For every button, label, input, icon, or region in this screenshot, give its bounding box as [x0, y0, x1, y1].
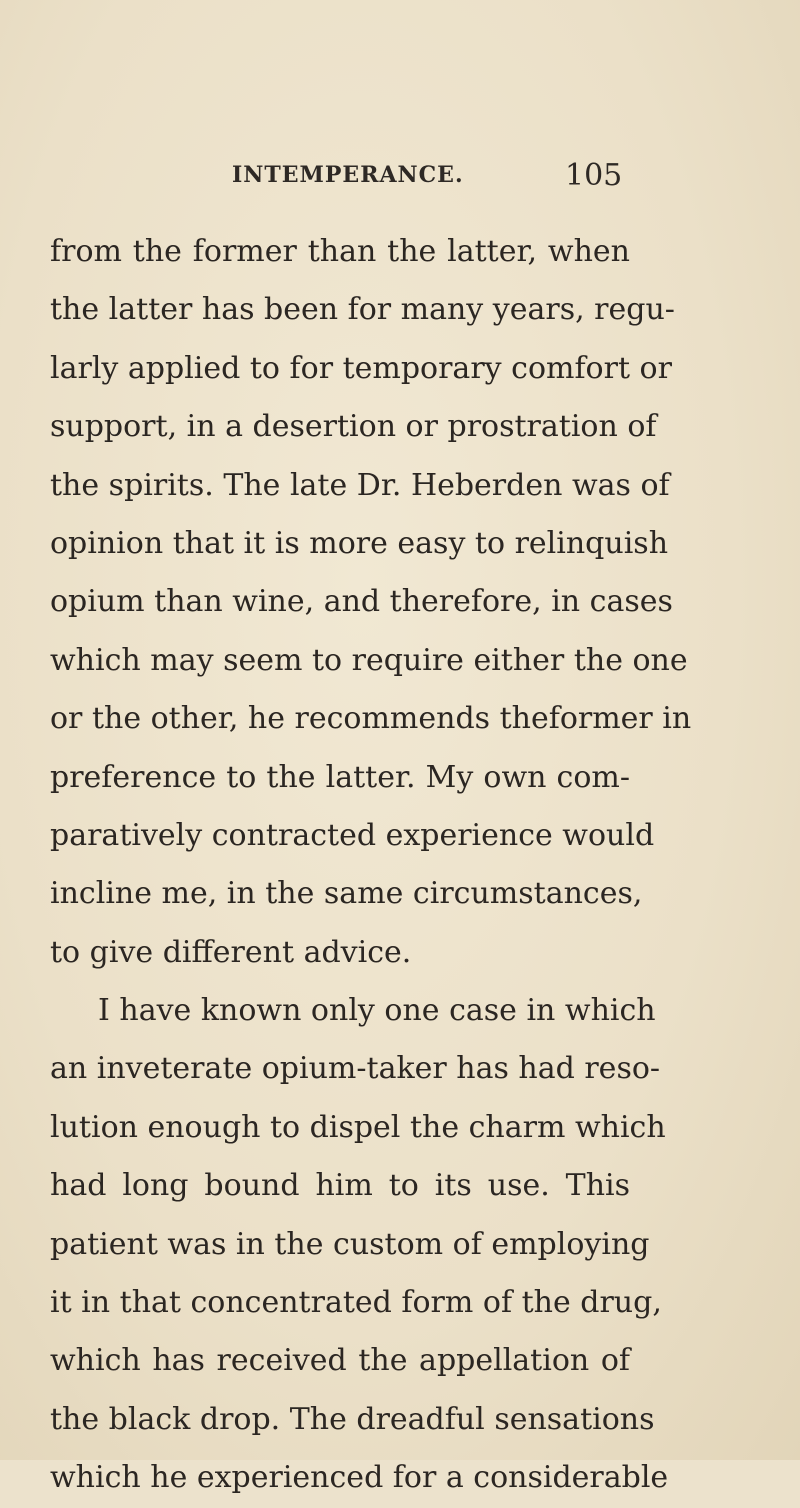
text-line: the black drop. The dreadful sensations — [50, 1401, 655, 1437]
text-line: support, in a desertion or prostration of — [50, 409, 657, 445]
text-line: or the other, he recommends theformer in — [50, 701, 692, 737]
text-line: preference to the latter. My own com- — [50, 759, 630, 795]
text-line: which he experienced for a considerable — [50, 1460, 669, 1496]
text-line: which may seem to require either the one — [50, 642, 688, 678]
text-line: it in that concentrated form of the drug, — [50, 1285, 662, 1321]
text-line: patient was in the custom of employing — [50, 1226, 650, 1262]
text-line: larly applied to for temporary comfort or — [50, 350, 672, 386]
text-line: which has received the appellation of — [50, 1343, 630, 1379]
text-line: opinion that it is more easy to relinquish — [50, 525, 669, 561]
text-line-paragraph-start: I have known only one case in which — [98, 993, 656, 1029]
running-head — [0, 160, 800, 200]
text-line: incline me, in the same circumstances, — [50, 876, 643, 912]
text-line: paratively contracted experience would — [50, 817, 655, 853]
text-line: from the former than the latter, when — [50, 234, 630, 269]
text-line: had long bound him to its use. This — [50, 1168, 630, 1204]
text-line: opium than wine, and therefore, in cases — [50, 584, 673, 620]
body-text — [50, 223, 692, 1508]
text-line: lution enough to dispel the charm which — [50, 1109, 666, 1145]
text-line-paragraph-end: to give different advice. — [50, 934, 412, 970]
running-head-title: INTEMPERANCE. — [232, 162, 464, 188]
text-line: the spirits. The late Dr. Heberden was of — [50, 467, 670, 503]
text-line: the latter has been for many years, regu- — [50, 292, 675, 328]
text-line: an inveterate opium-taker has had reso- — [50, 1051, 661, 1087]
page-number: 105 — [565, 158, 623, 193]
